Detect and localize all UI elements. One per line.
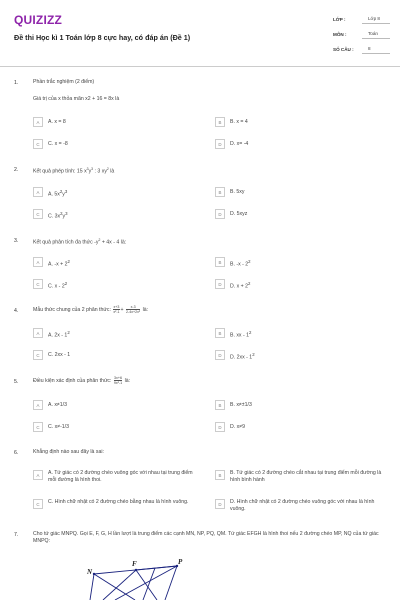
question-text: Kết quả phép tính: 15 $x^3y^3$ : 3 $xy^2$ là: [33, 167, 115, 175]
point-f: [135, 569, 137, 571]
question-section-title: Phần trắc nghiệm (2 điểm): [33, 79, 95, 85]
option-letter: A: [33, 187, 43, 197]
option-text: A. $-x + 2^2$: [48, 259, 70, 268]
option-letter: D: [215, 279, 225, 289]
option-letter: C: [33, 350, 43, 360]
question-text: Điều kiện xác định của phân thức: $\frac{3x+6}{\text{9x²-1}}$ là:: [33, 376, 131, 385]
option-letter: A: [33, 400, 43, 410]
option-letter: A: [33, 470, 43, 480]
option-letter: A: [33, 328, 43, 338]
question-count-label: SỐ CÂU :: [333, 47, 354, 52]
option-text: A. $5x^2y^3$: [48, 189, 68, 198]
question-number: 1.: [14, 80, 19, 86]
label-n: N: [87, 568, 93, 576]
question-number: 2.: [14, 167, 19, 173]
option-text: C. x≠-1/3: [48, 424, 70, 430]
option-letter: C: [33, 422, 43, 432]
option-text: C. x - $2^2$: [48, 281, 68, 290]
fraction-1: $\frac{x+3}{\text{x²-1}}$: [113, 305, 120, 314]
option-text: D. $x + 2^2$: [230, 281, 251, 290]
grade-label: LỚP :: [333, 17, 346, 22]
question-text: Kết quả phân tích đa thức $-y^2 + 4x - 4$ là:: [33, 238, 127, 246]
question-number: 7.: [14, 532, 19, 538]
option-text: D. $2xx - 1^2$: [230, 352, 255, 361]
option-letter: D: [215, 422, 225, 432]
option-text: B. x≠±1/3: [230, 402, 252, 408]
subject-value: Toán: [362, 29, 390, 39]
question-text: Mẫu thức chung của 2 phân thức: $\frac{x+3}{\text{x²-1}}$ + $\frac{x-3}{\text{2-4x+2x²}}$ là:: [33, 305, 149, 314]
worksheet-header: [0, 0, 400, 66]
option-text: D. Hình chữ nhật có 2 đường chéo vuông góc với nhau là hình vuông.: [230, 499, 375, 512]
fraction: $\frac{3x+6}{\text{9x²-1}}$: [113, 376, 123, 385]
option-letter: B: [215, 257, 225, 267]
question-text: Giá trị của x thỏa mãn x2 + 16 = 8x là: [33, 96, 120, 102]
option-letter: B: [215, 117, 225, 127]
option-letter: B: [215, 400, 225, 410]
option-text: B. 5xy: [230, 189, 245, 195]
option-text: A. $2x - 1^2$: [48, 330, 70, 339]
option-text: B. x = 4: [230, 119, 248, 125]
option-letter: A: [33, 117, 43, 127]
option-letter: B: [215, 470, 225, 480]
option-text: C. Hình chữ nhật có 2 đường chéo bằng nhau là hình vuông.: [48, 499, 189, 505]
question-count-value: 8: [362, 44, 390, 54]
fraction-2: $\frac{x-3}{\text{2-4x+2x²}}$: [126, 305, 141, 314]
option-letter: A: [33, 257, 43, 267]
point-n: [93, 573, 95, 575]
option-text: D. x≠9: [230, 424, 245, 430]
option-letter: C: [33, 139, 43, 149]
subject-label: MÔN :: [333, 32, 347, 37]
option-text: B. $-x - 2^2$: [230, 259, 251, 268]
option-text: C. 2xx - 1: [48, 352, 71, 358]
question-text: Cho tứ giác MNPQ. Gọi E, F, G, H lần lượt là trung điểm các cạnh MN, NP, PQ, QM. Tứ giác EFGH là hình thoi nếu 2 đường chéo MP, NQ của tứ giác MNPQ:: [33, 531, 379, 544]
question-text: Khẳng định nào sau đây là sai:: [33, 449, 104, 455]
option-letter: D: [215, 499, 225, 509]
option-text: A. x≠1/3: [48, 402, 67, 408]
question-number: 4.: [14, 308, 19, 314]
option-text: A. Tứ giác có 2 đường chéo vuông góc với nhau tại trung điểm mỗi đường là hình thoi.: [48, 470, 193, 483]
option-text: A. x = 8: [48, 119, 66, 125]
option-text: B. xx - $1^2$: [230, 330, 252, 339]
question-number: 6.: [14, 450, 19, 456]
label-f: F: [132, 560, 137, 568]
option-text: D. x= -4: [230, 141, 249, 147]
option-letter: D: [215, 209, 225, 219]
option-letter: C: [33, 279, 43, 289]
option-text: D. 5xyz: [230, 211, 248, 217]
option-text: C. $3x^2y^3$: [48, 211, 68, 220]
grade-value: Lớp 8: [362, 14, 390, 24]
quizizz-logo: QUIZIZZ: [14, 13, 63, 27]
label-p: P: [178, 558, 183, 566]
question-number: 5.: [14, 379, 19, 385]
page-title: Đề thi Học kì 1 Toán lớp 8 cực hay, có đáp án (Đề 1): [14, 33, 191, 42]
header-divider: [0, 66, 400, 67]
option-text: B. Tứ giác có 2 đường chéo cắt nhau tại trung điểm mỗi đường là hình bình hành: [230, 470, 382, 483]
option-letter: C: [33, 209, 43, 219]
option-letter: D: [215, 139, 225, 149]
diagonal-nq: [94, 574, 135, 600]
option-letter: C: [33, 499, 43, 509]
quadrilateral-figure: [85, 558, 195, 600]
question-number: 3.: [14, 238, 19, 244]
option-letter: B: [215, 328, 225, 338]
option-letter: B: [215, 187, 225, 197]
option-letter: D: [215, 350, 225, 360]
option-text: C. x = -8: [48, 141, 68, 147]
